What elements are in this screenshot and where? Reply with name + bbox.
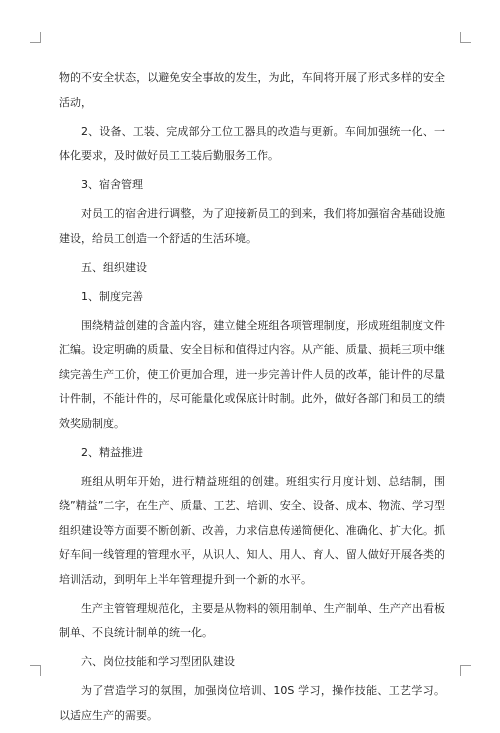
section-heading: 五、组织建设 (81, 260, 147, 274)
paragraph: 对员工的宿舍进行调整，为了迎接新员工的到来，我们将加强宿舍基础设施建设，给员工创造一个舒适的生活环境。 (59, 207, 445, 245)
crop-mark-top-left (30, 32, 41, 43)
paragraph: 2、设备、工装、完成部分工位工器具的改造与更新。车间加强统一化、一体化要求，及时做好员工工装后勤服务工作。 (59, 124, 445, 162)
paragraph: 围绕精益创建的含盖内容，建立健全班组各项管理制度，形成班组制度文件汇编。设定明确的质量、安全目标和值得过内容。从产能、质量、损耗三项中继续完善生产工价，使工价更加合理，进一步完善计件人员的改革，能计件的尽量计件制，不能计件的，尽可能量化或保底计时制。此外，做好各部门和员工的绩效奖励制度。 (59, 318, 445, 430)
section-subheading: 1、制度完善 (81, 289, 143, 303)
section-subheading: 2、精益推进 (81, 445, 143, 459)
paragraph: 生产主管管理规范化，主要是从物料的领用制单、生产制单、生产产出看板制单、不良统计制单的统一化。 (59, 601, 445, 639)
paragraph: 为了营造学习的氛围，加强岗位培训、10S 学习，操作技能、工艺学习。以适应生产的需要。 (59, 684, 445, 722)
paragraph: 物的不安全状态，以避免安全事故的发生，为此，车间将开展了形式多样的安全活动， (59, 71, 445, 109)
crop-mark-bottom-left (30, 665, 41, 676)
section-subheading: 3、宿舍管理 (81, 178, 143, 191)
crop-mark-bottom-right (460, 665, 471, 676)
crop-mark-top-right (460, 32, 471, 43)
section-heading: 六、岗位技能和学习型团队建设 (81, 655, 235, 668)
paragraph: 班组从明年开始，进行精益班组的创建。班组实行月度计划、总结制，围绕”精益”二字，在生产、质量、工艺、培训、安全、设备、成本、物流、学习型组织建设等方面要不断创新、改善，力求信息传递简便化、准确化、扩大化。抓好车间一线管理的管理水平，从识人、知人、用人、育人、留人做好开展各类的培训活动，到明年上半年管理提升到一个新的水平。 (59, 474, 445, 586)
document-body (59, 66, 445, 733)
